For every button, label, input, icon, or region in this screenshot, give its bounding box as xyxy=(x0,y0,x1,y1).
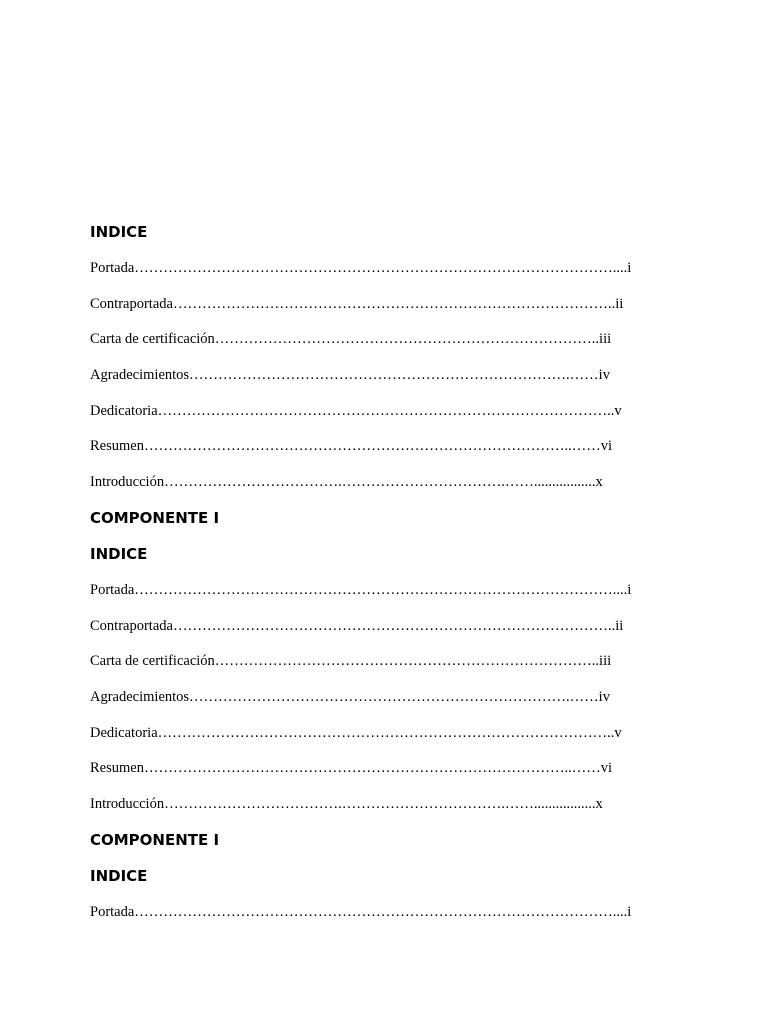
toc-entry-introduccion: Introducción……………………………….…………………………….…….................x xyxy=(90,474,603,491)
table-of-contents xyxy=(90,222,680,937)
toc-entry-introduccion: Introducción……………………………….…………………………….…….................x xyxy=(90,795,603,812)
toc-entry-portada: Portada………………………………………………………………………………………....i xyxy=(90,903,632,920)
toc-entry-carta-de-certificacion: Carta de certificación……………………………………………………………………..iii xyxy=(90,653,612,670)
section-heading-indice: INDICE xyxy=(90,223,148,241)
toc-entry-dedicatoria: Dedicatoria…………………………………………………………………………………..v xyxy=(90,724,622,741)
toc-entry-contraportada: Contraportada………………………………………………………………………………..ii xyxy=(90,295,624,312)
section-heading-indice: INDICE xyxy=(90,866,148,885)
toc-entry-agradecimientos: Agradecimientos…………………………………………………………………….……iv xyxy=(90,688,610,705)
section-heading-componente: COMPONENTE I xyxy=(90,508,220,527)
toc-entry-dedicatoria: Dedicatoria…………………………………………………………………………………..v xyxy=(90,402,622,419)
section-heading-componente: COMPONENTE I xyxy=(90,830,220,849)
toc-entry-agradecimientos: Agradecimientos…………………………………………………………………….……iv xyxy=(90,367,610,384)
toc-entry-portada: Portada………………………………………………………………………………………....i xyxy=(90,581,632,598)
section-heading-indice: INDICE xyxy=(90,544,148,563)
toc-entry-carta-de-certificacion: Carta de certificación……………………………………………………………………..iii xyxy=(90,331,612,348)
toc-entry-resumen: Resumen……………………………………………………………………………..……vi xyxy=(90,438,612,455)
toc-entry-resumen: Resumen……………………………………………………………………………..……vi xyxy=(90,760,612,777)
toc-entry-portada: Portada………………………………………………………………………………………....i xyxy=(90,260,632,276)
toc-entry-contraportada: Contraportada………………………………………………………………………………..ii xyxy=(90,617,624,634)
